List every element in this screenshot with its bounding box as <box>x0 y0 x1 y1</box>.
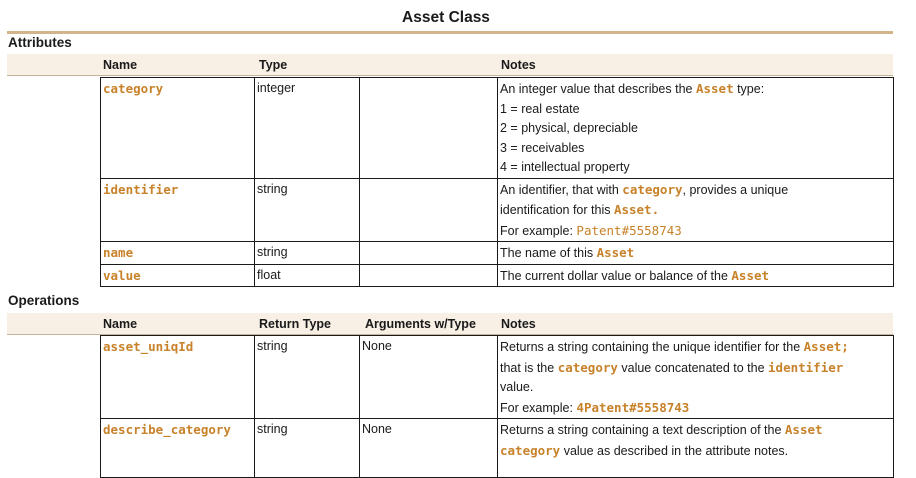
op-return-type: string <box>255 336 360 419</box>
op-notes: Returns a string containing a text description of the Asset category value as described in the attribute notes. <box>498 419 894 478</box>
attr-type: string <box>255 242 360 265</box>
attributes-section <box>7 35 893 72</box>
empty-cell <box>360 78 498 179</box>
attr-col-notes-header: Notes <box>501 58 536 72</box>
attributes-heading: Attributes <box>8 35 72 50</box>
attr-name: value <box>103 267 141 283</box>
table-row <box>101 419 894 478</box>
attr-type: integer <box>255 78 360 179</box>
attributes-header-band <box>7 54 893 76</box>
attr-notes: The name of this Asset <box>498 242 894 265</box>
op-col-args-header: Arguments w/Type <box>365 317 476 331</box>
op-name: describe_category <box>103 422 231 437</box>
attr-name: category <box>103 81 164 96</box>
op-arguments: None <box>360 419 498 478</box>
op-col-notes-header: Notes <box>501 317 536 331</box>
table-row <box>101 78 894 179</box>
table-row <box>101 336 894 419</box>
op-col-name-header: Name <box>103 317 138 331</box>
op-name: asset_uniqId <box>103 339 194 354</box>
op-col-return-header: Return Type <box>259 317 331 331</box>
attr-name: identifier <box>103 181 179 197</box>
operations-section <box>7 293 893 331</box>
table-row <box>101 178 894 242</box>
page-title: Asset Class <box>402 9 490 26</box>
table-row <box>101 242 894 265</box>
attr-col-type-header: Type <box>259 58 288 72</box>
attr-notes: An identifier, that with category, provides a unique identification for this Asset. For example: Patent#5558743 <box>498 178 894 242</box>
operations-header-band <box>7 313 893 335</box>
attr-col-name-header: Name <box>103 58 138 72</box>
attr-type: string <box>255 178 360 242</box>
operations-heading: Operations <box>8 293 80 308</box>
attr-name: name <box>103 245 134 260</box>
empty-cell <box>360 242 498 265</box>
op-arguments: None <box>360 336 498 419</box>
op-notes: Returns a string containing the unique identifier for the Asset; that is the category value concatenated to the identifier value. For example: 4Patent#5558743 <box>498 336 894 419</box>
operations-table <box>100 335 894 478</box>
attributes-table <box>100 77 894 287</box>
empty-cell <box>360 264 498 287</box>
title-divider <box>7 31 893 34</box>
attr-type: float <box>255 264 360 287</box>
op-return-type: string <box>255 419 360 478</box>
table-row <box>101 264 894 287</box>
attr-notes: The current dollar value or balance of the Asset <box>498 264 894 287</box>
attr-notes: An integer value that describes the Asset type: 1 = real estate 2 = physical, depreciable 3 = receivables 4 = intellectual property <box>498 78 894 179</box>
empty-cell <box>360 178 498 242</box>
